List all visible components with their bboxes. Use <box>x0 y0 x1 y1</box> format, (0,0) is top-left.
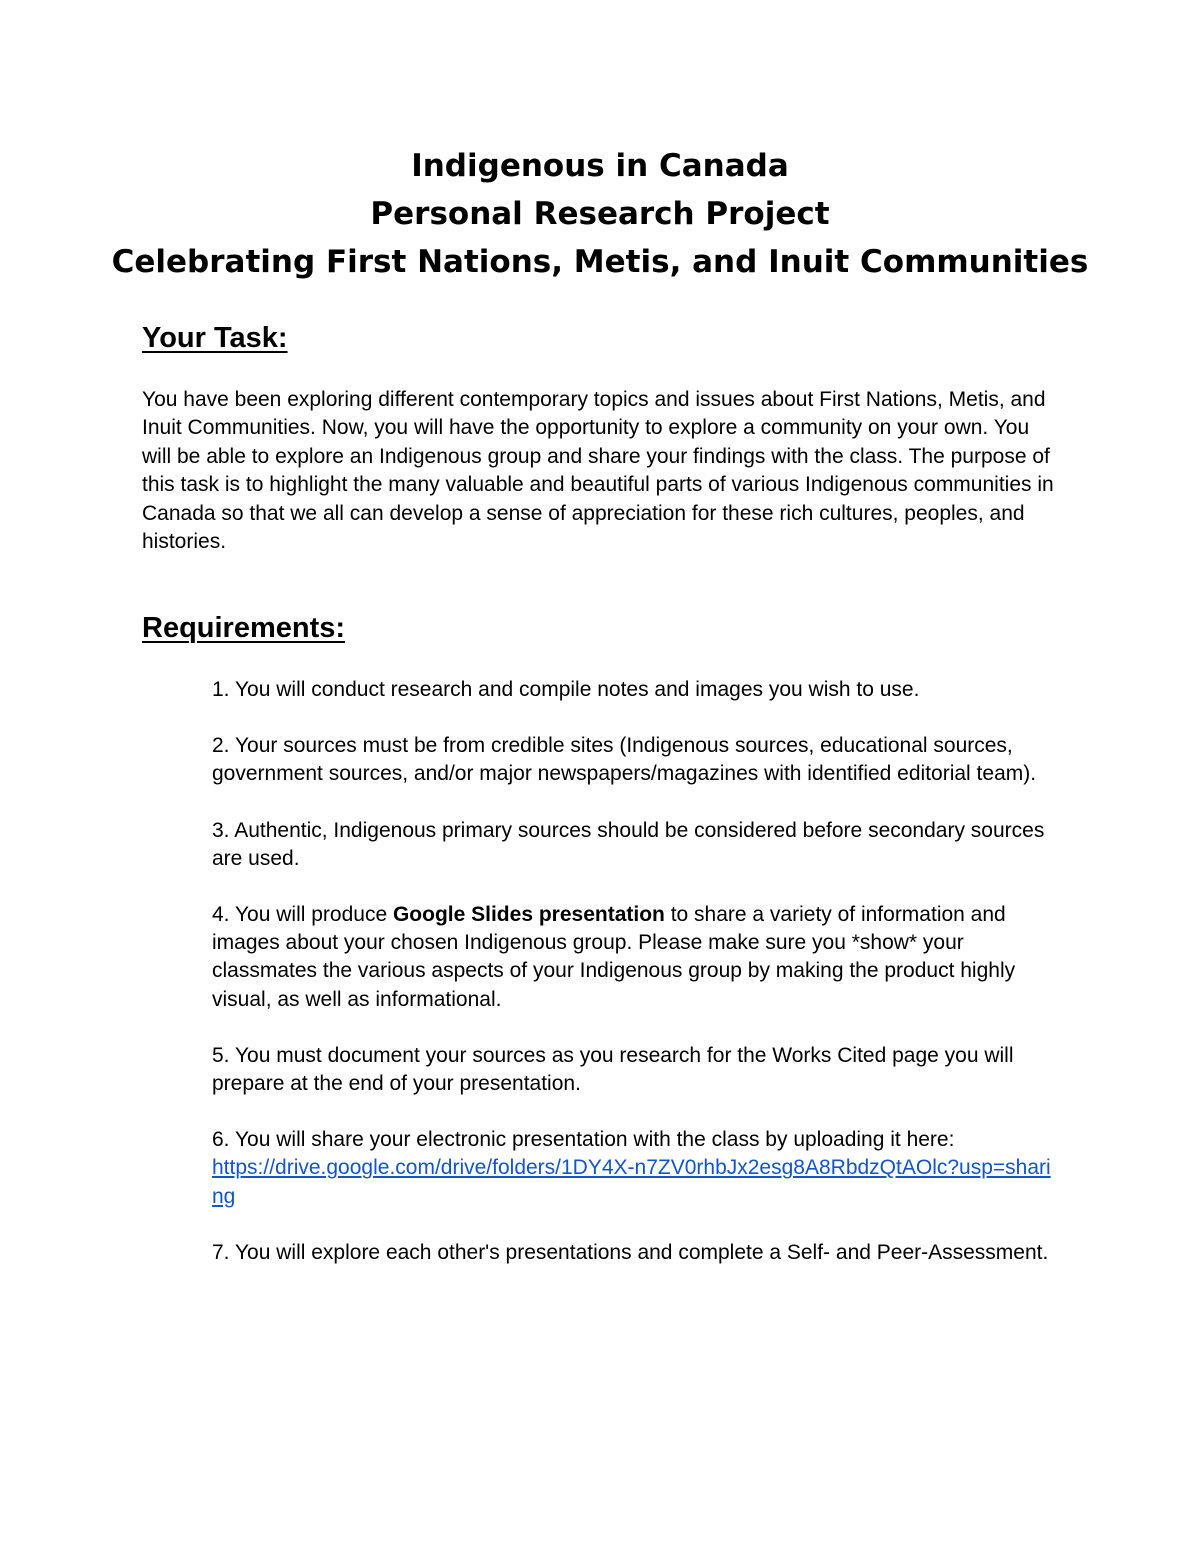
requirement-item-7 <box>212 1239 1072 1267</box>
requirement-item-7-text: 7. You will explore each other's presentations and complete a Self- and Peer-Assessment. <box>212 1240 1049 1264</box>
requirements-heading: Requirements: <box>142 612 346 644</box>
requirement-item-6 <box>212 1126 1072 1211</box>
upload-folder-link[interactable]: https://drive.google.com/drive/folders/1DY4X-n7ZV0rhbJx2esg8A8RbdzQtAOlc?usp=sharing <box>212 1156 1051 1208</box>
document-title <box>0 142 1200 286</box>
requirement-item-4 <box>212 901 1072 1014</box>
title-line-3: Celebrating First Nations, Metis, and Inuit Communities <box>111 244 1089 280</box>
requirement-item-3 <box>212 817 1072 873</box>
title-line-1: Indigenous in Canada <box>411 148 789 184</box>
requirement-item-4-rest: to share a variety of information and images about your chosen Indigenous group. Please make sure you *show* your classmates the various aspects of your Indigenous group by making the product highly visual, as well as informational. <box>212 903 1016 1011</box>
requirement-item-1 <box>212 676 1072 704</box>
requirement-item-4-lead: 4. You will produce <box>212 903 393 927</box>
requirement-item-2 <box>212 732 1072 788</box>
requirements-list <box>212 676 1072 1295</box>
requirement-item-2-text: 2. Your sources must be from credible sites (Indigenous sources, educational sources, government sources, and/or major newspapers/magazines with identified editorial team). <box>212 734 1037 786</box>
task-paragraph: You have been exploring different contemporary topics and issues about First Nations, Metis, and Inuit Communities. Now, you will have the opportunity to explore a community on your own. You will be able to explore an Indigenous group and share your findings with the class. The purpose of this task is to highlight the many valuable and beautiful parts of various Indigenous communities in Canada so that we all can develop a sense of appreciation for these rich cultures, peoples, and histories. <box>142 388 1054 554</box>
requirement-item-6-text: 6. You will share your electronic presentation with the class by uploading it here: <box>212 1128 955 1152</box>
requirement-item-5-text: 5. You must document your sources as you research for the Works Cited page you will prepare at the end of your presentation. <box>212 1043 1014 1096</box>
google-slides-emphasis: Google Slides presentation <box>392 903 665 927</box>
title-line-2: Personal Research Project <box>370 196 830 232</box>
requirement-item-5 <box>212 1042 1072 1098</box>
requirement-item-1-text: 1. You will conduct research and compile notes and images you wish to use. <box>212 678 920 701</box>
requirement-item-3-text: 3. Authentic, Indigenous primary sources should be considered before secondary sources are used. <box>212 818 1045 870</box>
task-heading: Your Task: <box>142 322 288 354</box>
